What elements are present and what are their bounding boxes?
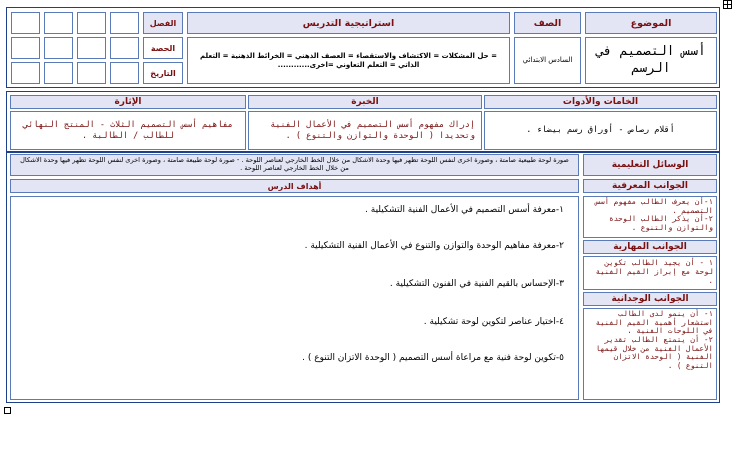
materials-label: الخامات والأدوات [484, 95, 717, 109]
cognitive-item: ١-أن يعرف الطالب مفهوم أسس التصميم . [595, 197, 713, 215]
blank-cell [11, 62, 40, 84]
class-label: الفصل [143, 12, 183, 34]
blank-cell [110, 37, 139, 59]
strategy-value: = حل المشكلات = الاكتشاف والاستقصاء = العصف الذهني = الخرائط الذهنية = التعلم الذاتي = التعلم التعاوني =اخرى............ [200, 51, 497, 69]
header-frame [6, 7, 720, 88]
goal-item: ٥-تكوين لوحة فنية مع مراعاة أسس التصميم ( الوحدة الاتزان التنوع ) . [302, 353, 564, 363]
stimulus-value-cell [10, 111, 246, 150]
affective-item: ٢- أن يتمتع الطالب تقدير الأعمال الفنية من خلال قيمها الفنية ( الوحدة الاتزان التنوع ) . [595, 334, 713, 370]
aids-label: الوسائل التعليمية [583, 154, 717, 176]
grade-label: الصف [514, 12, 581, 34]
aids-value-cell [10, 154, 579, 176]
goal-item: ١-معرفة أسس التصميم في الأعمال الفنية التشكيلية . [365, 205, 564, 215]
subject-label: الموضوع [585, 12, 717, 34]
materials-value: أقلام رصاص - أوراق رسم بيضاء . [526, 125, 675, 136]
skills-list [583, 256, 717, 290]
skills-label: الجوانب المهارية [583, 240, 717, 254]
blank-cell [110, 12, 139, 34]
blank-cell [44, 12, 73, 34]
affective-item: ١- أن ينمو لدى الطالب استشعار أهمية القيم الفنية في اللوحات الفنية . [595, 309, 713, 336]
blank-cell [44, 37, 73, 59]
cognitive-item: ٢-أن يذكر الطالب الوحدة والتوازن والتنوع . [609, 214, 713, 232]
grade-value-cell [514, 37, 581, 84]
objectives-frame [6, 151, 720, 403]
blank-cell [110, 62, 139, 84]
blank-cell [11, 37, 40, 59]
cognitive-label: الجوانب المعرفية [583, 179, 717, 193]
goals-list [10, 196, 579, 400]
blank-cell [44, 62, 73, 84]
subject-value-cell [585, 37, 717, 84]
period-label: الحصة [143, 37, 183, 59]
experience-label: الخبرة [248, 95, 482, 109]
affective-label: الجوانب الوجدانية [583, 292, 717, 306]
blank-cell [77, 37, 106, 59]
resize-handle[interactable] [4, 407, 11, 414]
blank-cell [77, 12, 106, 34]
goal-item: ٤-اختيار عناصر لتكوين لوحة تشكيلية . [423, 317, 564, 327]
materials-value-cell [484, 111, 717, 150]
goals-label: أهداف الدرس [10, 179, 579, 193]
experience-value: إدراك مفهوم أسس التصميم في الأعمال الفنية وتحديدا ( الوحدة والتوازن والتنوع ) . [270, 119, 475, 141]
move-handle-icon[interactable] [723, 0, 732, 9]
aids-value: صورة لوحة طبيعية صامتة ، وصورة اخرى لنفس اللوحة تظهر فيها وحدة الاشكال من خلال الخط الخارجي لعناصر اللوحة . - صورة لوحة طبيعة صامتة ، وصورة اخرى لنفس اللوحة تظهر فيها وحدة الاشكال من خلال الخط الخارجي لعناصر اللوحة . [20, 156, 569, 172]
stimulus-label: الإثارة [10, 95, 246, 109]
blank-cell [11, 12, 40, 34]
stimulus-value: مفاهيم أسس التصميم الثلاث - المنتج النهائي للطالب / الطالبة . [23, 119, 233, 141]
goal-item: ٣-الإحساس بالقيم الفنية في الفنون التشكيلية . [389, 279, 564, 289]
goal-item: ٢-معرفة مفاهيم الوحدة والتوازن والتنوع في الأعمال الفنية التشكيلية . [304, 241, 564, 251]
strategy-value-cell [187, 37, 510, 84]
resources-frame [6, 91, 720, 153]
skills-item: ١ - أن يجيد الطالب تكوين لوحة مع إبراز القيم الفنية . [595, 258, 713, 285]
grade-value: السادس الابتدائي [522, 56, 573, 65]
affective-list [583, 308, 717, 400]
experience-value-cell [248, 111, 482, 150]
blank-cell [77, 62, 106, 84]
strategy-label: استراتيجية التدريس [187, 12, 510, 34]
cognitive-list [583, 196, 717, 238]
date-label: التاريخ [143, 62, 183, 84]
subject-value: أسس التصميم في الرسم [596, 43, 706, 76]
